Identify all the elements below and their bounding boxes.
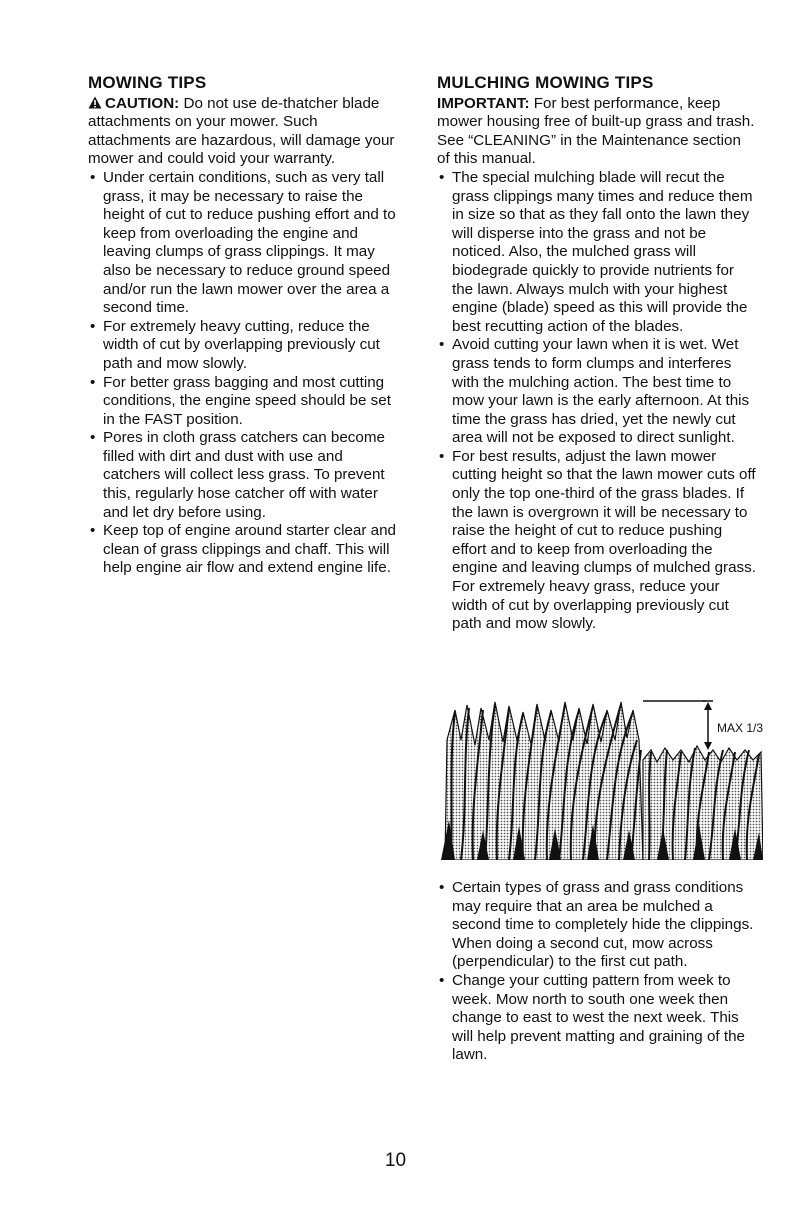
list-item: • For best results, adjust the lawn mower cutting height so that the lawn mower cuts off only the top one-third of the grass blades. If the lawn is overgrown it will be necessary to raise the height of cut to reduce pushing effort and to keep from overloading the engine and leaving clumps of mulched grass. For extremely heavy grass, reduce your width of cut by overlapping previously cut path and mow slowly. (437, 448, 757, 634)
list-item: • Under certain conditions, such as very tall grass, it may be necessary to raise the height of cut to reduce pushing effort and to keep from overloading the engine and leaving clumps of grass clippings. It may also be necessary to reduce ground speed and/or run the lawn mower over the area a second time. (88, 169, 403, 318)
list-item: • Change your cutting pattern from week to week. Mow north to south one week then change to east to west the next week. This will help prevent matting and graining of the lawn. (437, 972, 757, 1065)
grass-height-illustration (437, 700, 763, 860)
list-item: • The special mulching blade will recut the grass clippings many times and reduce them in size so that as they fall onto the lawn they will disperse into the grass and not be noticed. Also, the mulched grass will biodegrade quickly to provide nutrients for the lawn. Always mulch with your highest engine (blade) speed as this will provide the best recutting action of the blades. (437, 169, 757, 336)
mulching-tips-column (437, 74, 757, 634)
important-text: For best performance, keep mower housing free of built-up grass and trash. See “CLEANING” in the Maintenance section of this manual. (437, 94, 755, 168)
mowing-tips-heading: MOWING TIPS (88, 73, 207, 92)
caution-paragraph (88, 95, 403, 169)
mulching-tips-heading: MULCHING MOWING TIPS (437, 73, 654, 92)
warning-triangle-icon (88, 96, 102, 109)
max-one-third-label: MAX 1/3 (717, 721, 763, 735)
list-item: • Keep top of engine around starter clear and clean of grass clippings and chaff. This will help engine air flow and extend engine life. (88, 522, 403, 578)
mowing-tips-column (88, 74, 403, 578)
important-paragraph (437, 95, 757, 169)
page-number: 10 (384, 1150, 407, 1171)
mulching-tips-list (437, 169, 757, 634)
mowing-tips-list (88, 169, 403, 578)
caution-text: Do not use de-thatcher blade attachments on your mower. Such attachments are hazardous, will damage your mower and could void your warranty. (88, 94, 395, 168)
mulching-tips-continued (437, 879, 757, 1065)
important-label: IMPORTANT: (437, 94, 530, 112)
mulching-tips-list-continued (437, 879, 757, 1065)
list-item: • Avoid cutting your lawn when it is wet. Wet grass tends to form clumps and interferes with the mulching action. The best time to mow your lawn is the early afternoon. At this time the grass has dried, yet the newly cut area will not be exposed to direct sunlight. (437, 336, 757, 448)
list-item: • Pores in cloth grass catchers can become filled with dirt and dust with use and catchers will collect less grass. To prevent this, regularly hose catcher off with water and let dry before using. (88, 429, 403, 522)
grass-blades-drawing (437, 700, 763, 860)
list-item: • For better grass bagging and most cutting conditions, the engine speed should be set in the FAST position. (88, 374, 403, 430)
list-item: • Certain types of grass and grass conditions may require that an area be mulched a second time to completely hide the clippings. When doing a second cut, mow across (perpendicular) to the first cut path. (437, 879, 757, 972)
list-item: • For extremely heavy cutting, reduce the width of cut by overlapping previously cut path and mow slowly. (88, 318, 403, 374)
caution-label: CAUTION: (105, 94, 180, 112)
